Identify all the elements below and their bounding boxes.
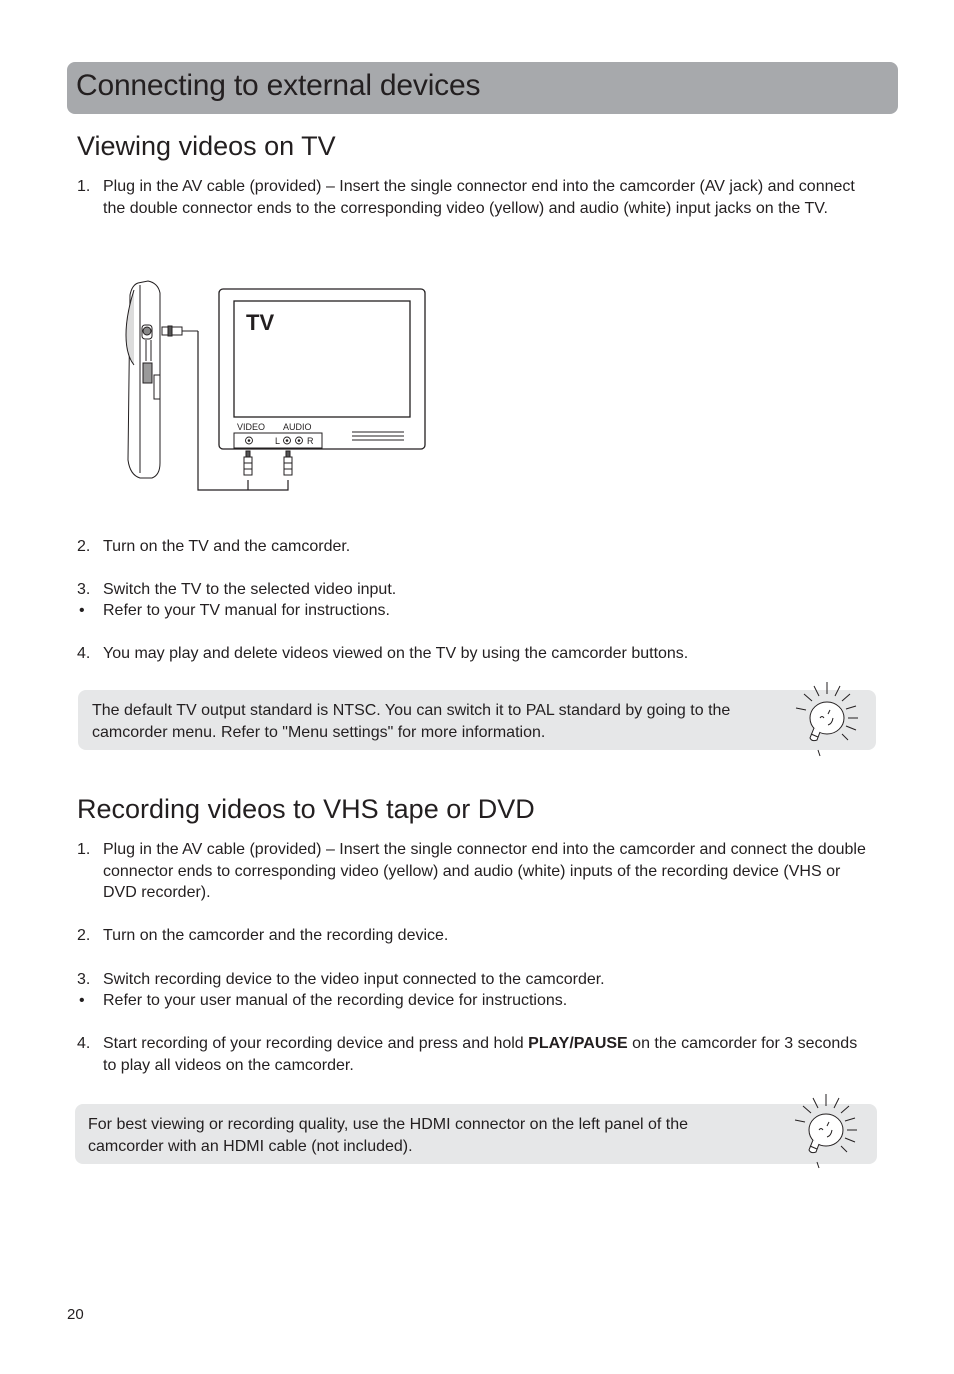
tv-label: TV bbox=[246, 310, 275, 335]
tip-note: For best viewing or recording quality, use the HDMI connector on the left panel of the camcorder with an HDMI cable (not included). bbox=[75, 1104, 877, 1164]
camcorder-illustration bbox=[126, 281, 160, 478]
page-number: 20 bbox=[67, 1306, 84, 1323]
tip-note: The default TV output standard is NTSC. You can switch it to PAL standard by going to the camcorder menu. Refer to "Menu settings" for more information. bbox=[78, 690, 876, 750]
av-plug-camcorder bbox=[162, 326, 198, 336]
section-title-viewing: Viewing videos on TV bbox=[77, 131, 336, 161]
audio-label: AUDIO bbox=[283, 422, 312, 432]
lightbulb-icon bbox=[789, 1092, 863, 1170]
tv-illustration bbox=[219, 289, 425, 449]
rca-plugs bbox=[244, 451, 292, 475]
section-title-recording: Recording videos to VHS tape or DVD bbox=[77, 794, 535, 824]
left-label: L bbox=[275, 436, 281, 446]
play-pause-label: PLAY/PAUSE bbox=[528, 1035, 628, 1052]
right-label: R bbox=[307, 436, 314, 446]
section-banner bbox=[67, 62, 898, 114]
video-label: VIDEO bbox=[237, 422, 266, 432]
tv-connection-diagram bbox=[118, 275, 438, 500]
page-title: Connecting to external devices bbox=[76, 69, 481, 102]
lightbulb-icon bbox=[790, 680, 864, 758]
